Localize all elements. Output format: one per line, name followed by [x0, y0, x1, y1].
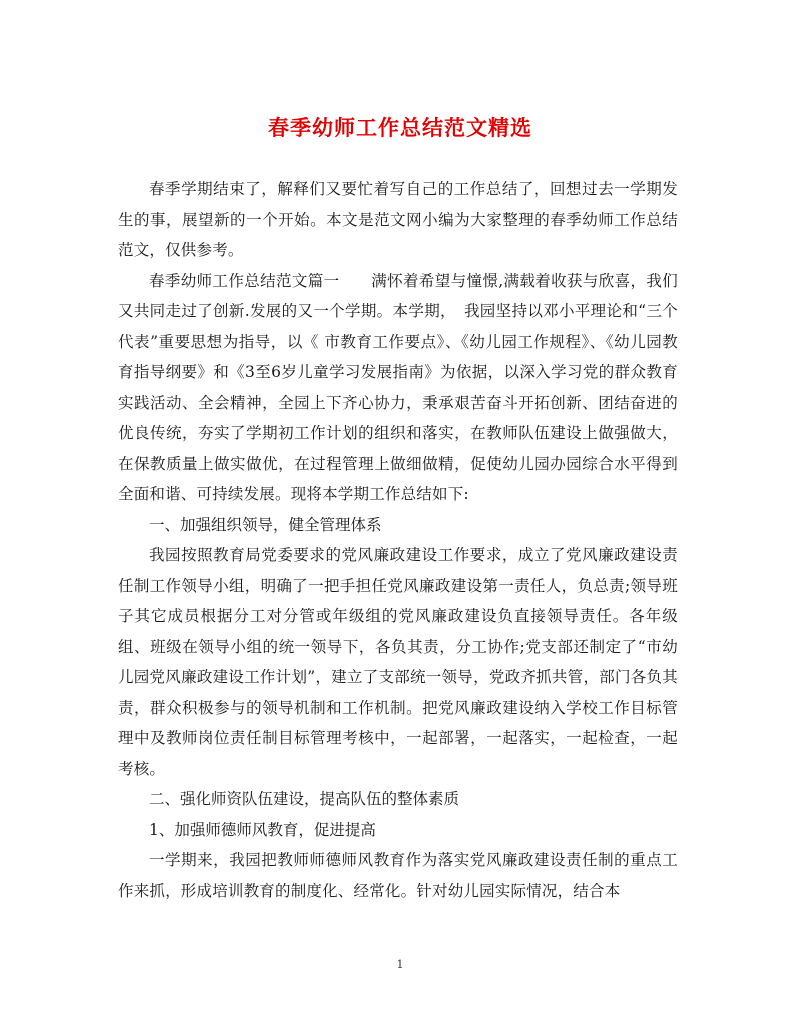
page-number: 1	[396, 958, 404, 971]
document-body	[118, 174, 678, 906]
subsection-heading-1: 1、加强师德师风教育，促进提高	[149, 820, 376, 839]
document-title: 春季幼师工作总结范文精选	[268, 115, 532, 140]
intro-paragraph: 春季学期结束了，解释们又要忙着写自己的工作总结了，回想过去一学期发生的事，展望新的一个开始。本文是范文网小编为大家整理的春季幼师工作总结范文，仅供参考。	[118, 180, 678, 259]
section-1-paragraph: 我园按照教育局党委要求的党风廉政建设工作要求，成立了党风廉政建设责任制工作领导小组，明确了一把手担任党风廉政建设第一责任人，负总责;领导班子其它成员根据分工对分管或年级组的党风廉政建设负直接领导责任。各年级组、班级在领导小组的统一领导下，各负其责，分工协作;党支部还制定了“市幼儿园党风廉政建设工作计划”，建立了支部统一领导，党政齐抓共管，部门各负其责，群众积极参与的领导机制和工作机制。把党风廉政建设纳入学校工作目标管理中及教师岗位责任制目标管理考核中，一起部署，一起落实，一起检查，一起考核。	[118, 546, 678, 778]
summary-paragraph-1: 春季幼师工作总结范文篇一 满怀着希望与憧憬,满载着收获与欣喜，我们又共同走过了创新.发展的又一个学期。本学期， 我园坚持以邓小平理论和“三个代表”重要思想为指导，以《 市教育工作要点》、《幼儿园工作规程》、《幼儿园教育指导纲要》和《3至6岁儿童学习发展指南》为依据，以深入学习党的群众教育实践活动、全会精神，全园上下齐心协力，秉承艰苦奋斗开拓创新、团结奋进的优良传统，夯实了学期初工作计划的组织和落实，在教师队伍建设上做强做大，在保教质量上做实做优，在过程管理上做细做精，促使幼儿园办园综合水平得到全面和谐、可持续发展。现将本学期工作总结如下:	[118, 271, 678, 503]
subsection-1-paragraph: 一学期来，我园把教师师德师风教育作为落实党风廉政建设责任制的重点工作来抓，形成培训教育的制度化、经常化。针对幼儿园实际情况，结合本	[118, 851, 678, 900]
section-heading-2: 二、强化师资队伍建设，提高队伍的整体素质	[149, 790, 460, 808]
section-heading-1: 一、加强组织领导，健全管理体系	[149, 515, 382, 534]
